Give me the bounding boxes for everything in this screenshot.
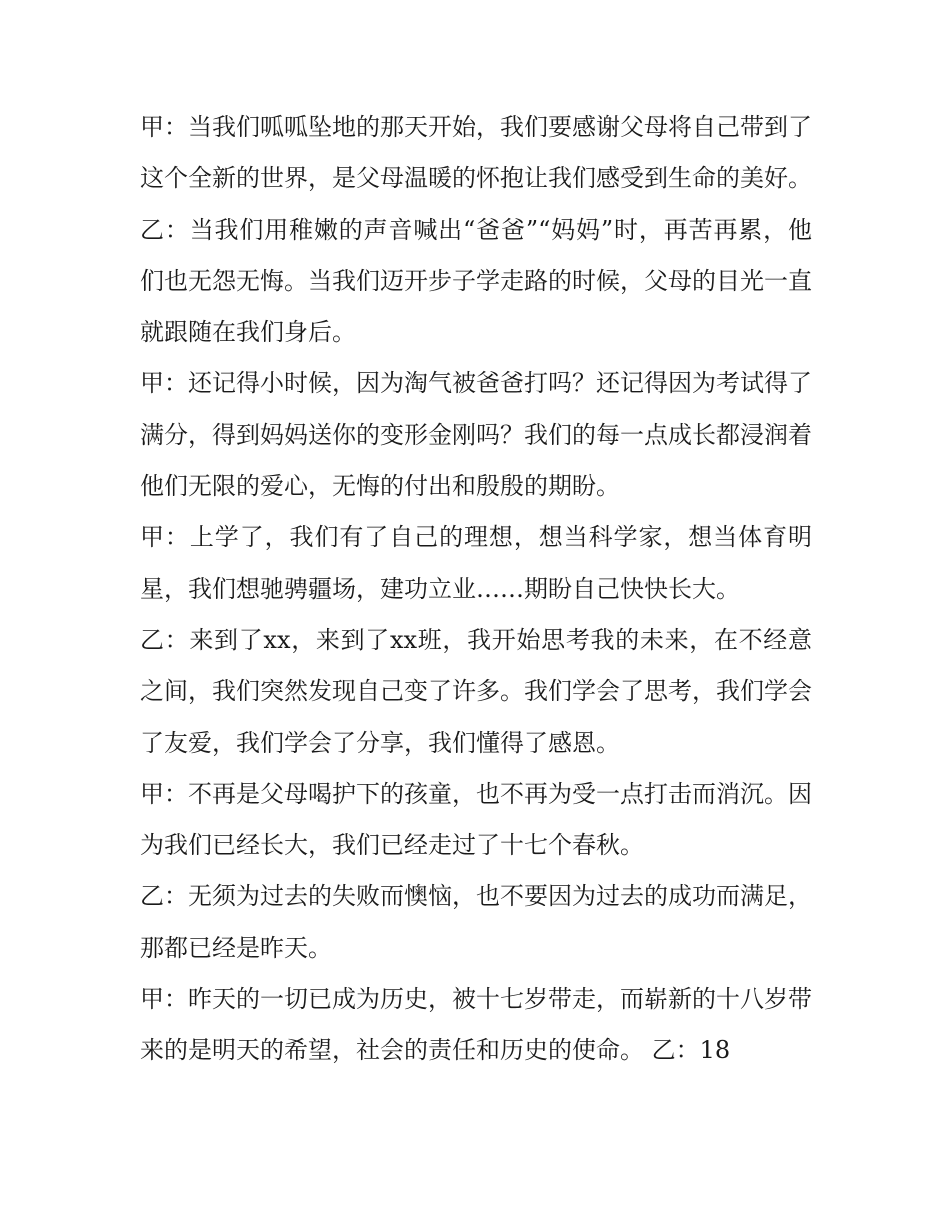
dialogue-paragraph: 甲：当我们呱呱坠地的那天开始，我们要感谢父母将自己带到了这个全新的世界，是父母温暖的怀抱让我们感受到生命的美好。 [140, 113, 812, 193]
dialogue-paragraph: 甲：还记得小时候，因为淘气被爸爸打吗？还记得因为考试得了满分，得到妈妈送你的变形金刚吗？我们的每一点成长都浸润着他们无限的爱心，无悔的付出和殷殷的期盼。 [140, 369, 812, 501]
dialogue-paragraph: 甲：不再是父母喝护下的孩童，也不再为受一点打击而消沉。因为我们已经长大，我们已经走过了十七个春秋。 [140, 779, 812, 860]
dialogue-paragraph: 乙：当我们用稚嫩的声音喊出“爸爸”“妈妈”时，再苦再累，他们也无怨无悔。当我们迈开步子学走路的时候，父母的目光一直就跟随在我们身后。 [140, 215, 812, 347]
dialogue-paragraph: 甲：上学了，我们有了自己的理想，想当科学家，想当体育明星，我们想驰骋疆场，建功立业……期盼自己快快长大。 [140, 523, 812, 603]
document-body [140, 102, 812, 1077]
dialogue-paragraph: 乙：无须为过去的失败而懊恼，也不要因为过去的成功而满足，那都已经是昨天。 [140, 882, 812, 962]
dialogue-paragraph: 甲：昨天的一切已成为历史，被十七岁带走，而崭新的十八岁带来的是明天的希望，社会的责任和历史的使命。 乙：18 [140, 985, 812, 1065]
dialogue-paragraph: 乙：来到了xx，来到了xx班，我开始思考我的未来，在不经意之间，我们突然发现自己变了许多。我们学会了思考，我们学会了友爱，我们学会了分享，我们懂得了感恩。 [140, 625, 812, 757]
